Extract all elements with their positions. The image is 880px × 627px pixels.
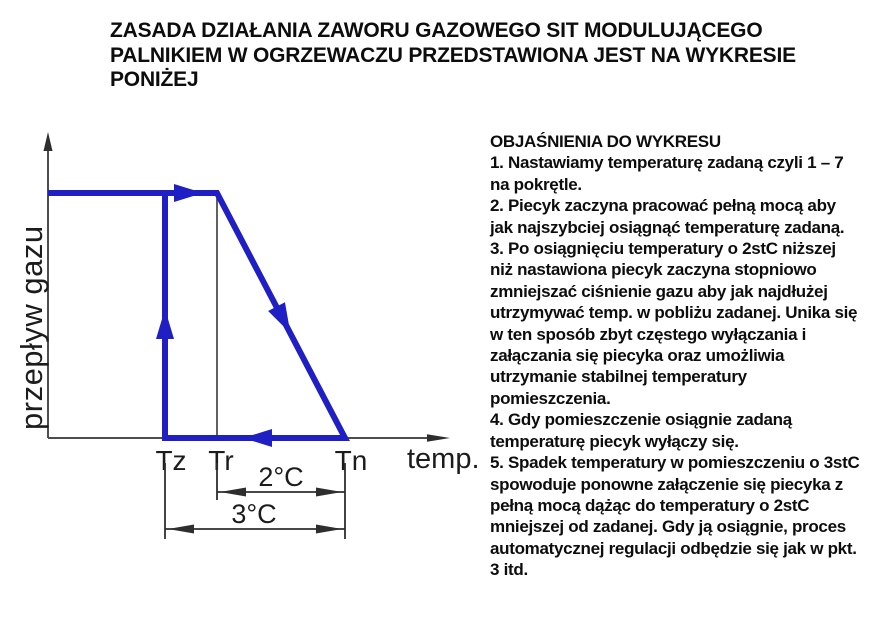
explanation-line: automatycznej regulacji odbędzie się jak w pkt. <box>490 538 857 558</box>
flow-cycle-line <box>48 190 345 438</box>
gas-flow-chart-svg <box>0 118 480 588</box>
explanation-line: utrzymanie stabilnej temperatury <box>490 367 747 387</box>
explanation-line: załączania się piecyka oraz umożliwia <box>490 346 785 366</box>
explanation-line: niż nastawiona piecyk zaczyna stopniowo <box>490 260 817 280</box>
explanation-line: zmniejszać ciśnienie gazu aby jak najdłużej <box>490 281 828 301</box>
x-axis-label: temp. <box>407 443 480 475</box>
x-axis-arrow-icon <box>427 434 450 442</box>
dim-label-3c: 3°C <box>231 499 277 529</box>
explanation-line: pełną mocą dążąc do temperatury o 2stC <box>490 495 810 515</box>
dim-arrow-left-icon <box>220 488 246 497</box>
explanation-text <box>490 131 878 581</box>
flow-arrow-down-icon <box>268 302 299 337</box>
flow-arrow-right-icon <box>174 184 203 202</box>
explanation-line: spowoduje ponowne załączenie się piecyka z <box>490 474 844 494</box>
title-line: PONIŻEJ <box>110 68 199 91</box>
explanation-line: 3 itd. <box>490 560 528 580</box>
title-line: PALNIKIEM W OGRZEWACZU PRZEDSTAWIONA JEST NA WYKRESIE <box>110 43 796 67</box>
explanation-line: 4. Gdy pomieszczenie osiągnie zadaną <box>490 410 792 430</box>
explanation-heading: OBJAŚNIENIA DO WYKRESU <box>490 132 721 151</box>
y-axis-label: przepływ gazu <box>14 225 49 430</box>
page-title <box>110 19 796 93</box>
explanation-line: mniejszej od zadanej. Gdy ją osiągnie, proces <box>490 517 846 537</box>
y-axis-arrow-icon <box>44 132 53 151</box>
explanation-line: jak najszybciej osiągnąć temperaturę zadaną. <box>490 217 845 237</box>
dim-label-2c: 2°C <box>258 462 304 492</box>
flow-arrow-left-icon <box>243 429 272 447</box>
explanation-line: 1. Nastawiamy temperaturę zadaną czyli 1 – 7 <box>490 153 844 173</box>
explanation-line: 2. Piecyk zaczyna pracować pełną mocą aby <box>490 196 836 216</box>
title-line: ZASADA DZIAŁANIA ZAWORU GAZOWEGO SIT MODULUJĄCEGO <box>110 19 763 42</box>
explanation-line: w ten sposób zbyt częstego wyłączania i <box>490 324 807 344</box>
tick-label-tz: Tz <box>155 445 187 476</box>
tick-label-tn: Tn <box>334 445 368 476</box>
tick-label-tr: Tr <box>208 445 234 476</box>
dim-arrow-right-icon <box>316 488 342 497</box>
explanation-line: temperaturę piecyk wyłączy się. <box>490 431 739 451</box>
dim-arrow-right-icon <box>316 525 342 534</box>
explanation-line: pomieszczenia. <box>490 388 611 408</box>
explanation-line: na pokrętle. <box>490 174 582 194</box>
explanation-line: 3. Po osiągnięciu temperatury o 2stC niższej <box>490 239 836 259</box>
flow-arrow-up-icon <box>156 309 174 339</box>
explanation-line: utrzymywać temp. w pobliżu zadanej. Unika się <box>490 303 858 323</box>
gas-flow-chart <box>0 118 480 593</box>
dim-arrow-left-icon <box>168 525 194 534</box>
explanation-line: 5. Spadek temperatury w pomieszczeniu o 3stC <box>490 453 860 473</box>
